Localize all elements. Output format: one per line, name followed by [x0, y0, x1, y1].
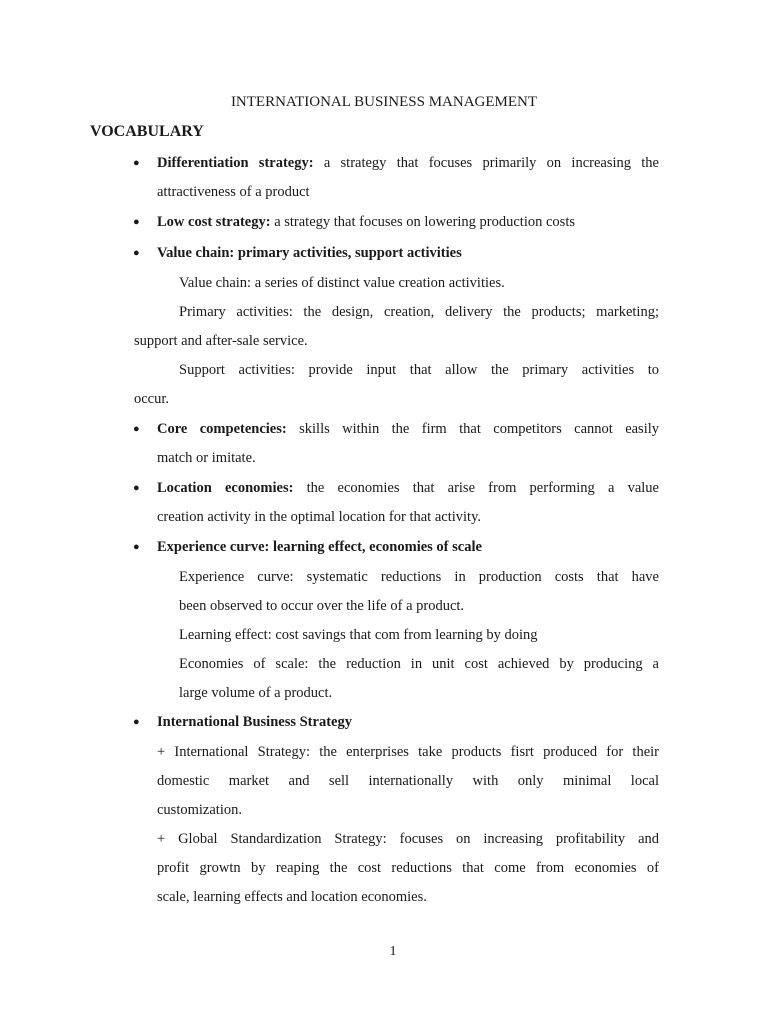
page-number: 1 [389, 944, 397, 959]
value-chain-sub3-line1: Support activities: provide input that allow the primary activities to [179, 362, 659, 378]
core-competencies-line2: match or imitate. [157, 450, 256, 466]
experience-curve-sub3-line1: Economies of scale: the reduction in unit cost achieved by producing a [179, 656, 659, 672]
term-differentiation: Differentiation strategy: [157, 155, 314, 171]
experience-curve-sub2: Learning effect: cost savings that com from learning by doing [179, 627, 538, 643]
term-location-economies: Location economies: [157, 480, 294, 496]
international-strategy-s1-line1: + International Strategy: the enterprises take products fisrt produced for their [157, 744, 659, 760]
international-strategy-s2-line2: profit growtn by reaping the cost reductions that come from economies of [157, 860, 659, 876]
bullet-icon: ● [133, 482, 140, 494]
section-heading: VOCABULARY [90, 123, 204, 140]
differentiation-line2: attractiveness of a product [157, 184, 310, 200]
term-value-chain: Value chain: primary activities, support activities [157, 245, 462, 261]
value-chain-sub2-line2: support and after-sale service. [134, 333, 308, 349]
international-strategy-s1-line3: customization. [157, 802, 242, 818]
term-international-strategy: International Business Strategy [157, 714, 352, 730]
term-core-competencies: Core competencies: [157, 421, 287, 437]
core-competencies-line1 [157, 420, 659, 438]
term-low-cost: Low cost strategy: [157, 214, 271, 230]
experience-curve-sub1-line2: been observed to occur over the life of a product. [179, 598, 465, 614]
bullet-icon: ● [133, 157, 140, 169]
bullet-icon: ● [133, 423, 140, 435]
def-location-economies: the economies that arise from performing a value [293, 480, 659, 496]
experience-curve-sub3-line2: large volume of a product. [179, 685, 333, 701]
def-differentiation: a strategy that focuses primarily on increasing the [313, 155, 659, 171]
value-chain-sub1: Value chain: a series of distinct value creation activities. [179, 275, 505, 291]
term-experience-curve: Experience curve: learning effect, economies of scale [157, 539, 482, 555]
bullet-icon: ● [133, 716, 140, 728]
differentiation-line1 [157, 154, 659, 172]
bullet-icon: ● [133, 541, 140, 553]
value-chain-sub2-line1: Primary activities: the design, creation, delivery the products; marketing; [179, 304, 659, 320]
location-economies-line2: creation activity in the optimal location for that activity. [157, 509, 481, 525]
international-strategy-s2-line3: scale, learning effects and location economies. [157, 889, 427, 905]
value-chain-sub3-line2: occur. [134, 391, 170, 407]
experience-curve-sub1-line1: Experience curve: systematic reductions in production costs that have [179, 569, 659, 585]
location-economies-line1 [157, 479, 659, 497]
international-strategy-s1-line2: domestic market and sell internationally with only minimal local [157, 773, 659, 789]
low-cost-line [157, 213, 575, 231]
bullet-icon: ● [133, 216, 140, 228]
international-strategy-s2-line1: + Global Standardization Strategy: focuses on increasing profitability and [157, 831, 659, 847]
bullet-icon: ● [133, 247, 140, 259]
document-title: INTERNATIONAL BUSINESS MANAGEMENT [230, 94, 538, 110]
def-low-cost: a strategy that focuses on lowering production costs [270, 214, 575, 230]
def-core-competencies: skills within the firm that competitors cannot easily [286, 421, 660, 437]
